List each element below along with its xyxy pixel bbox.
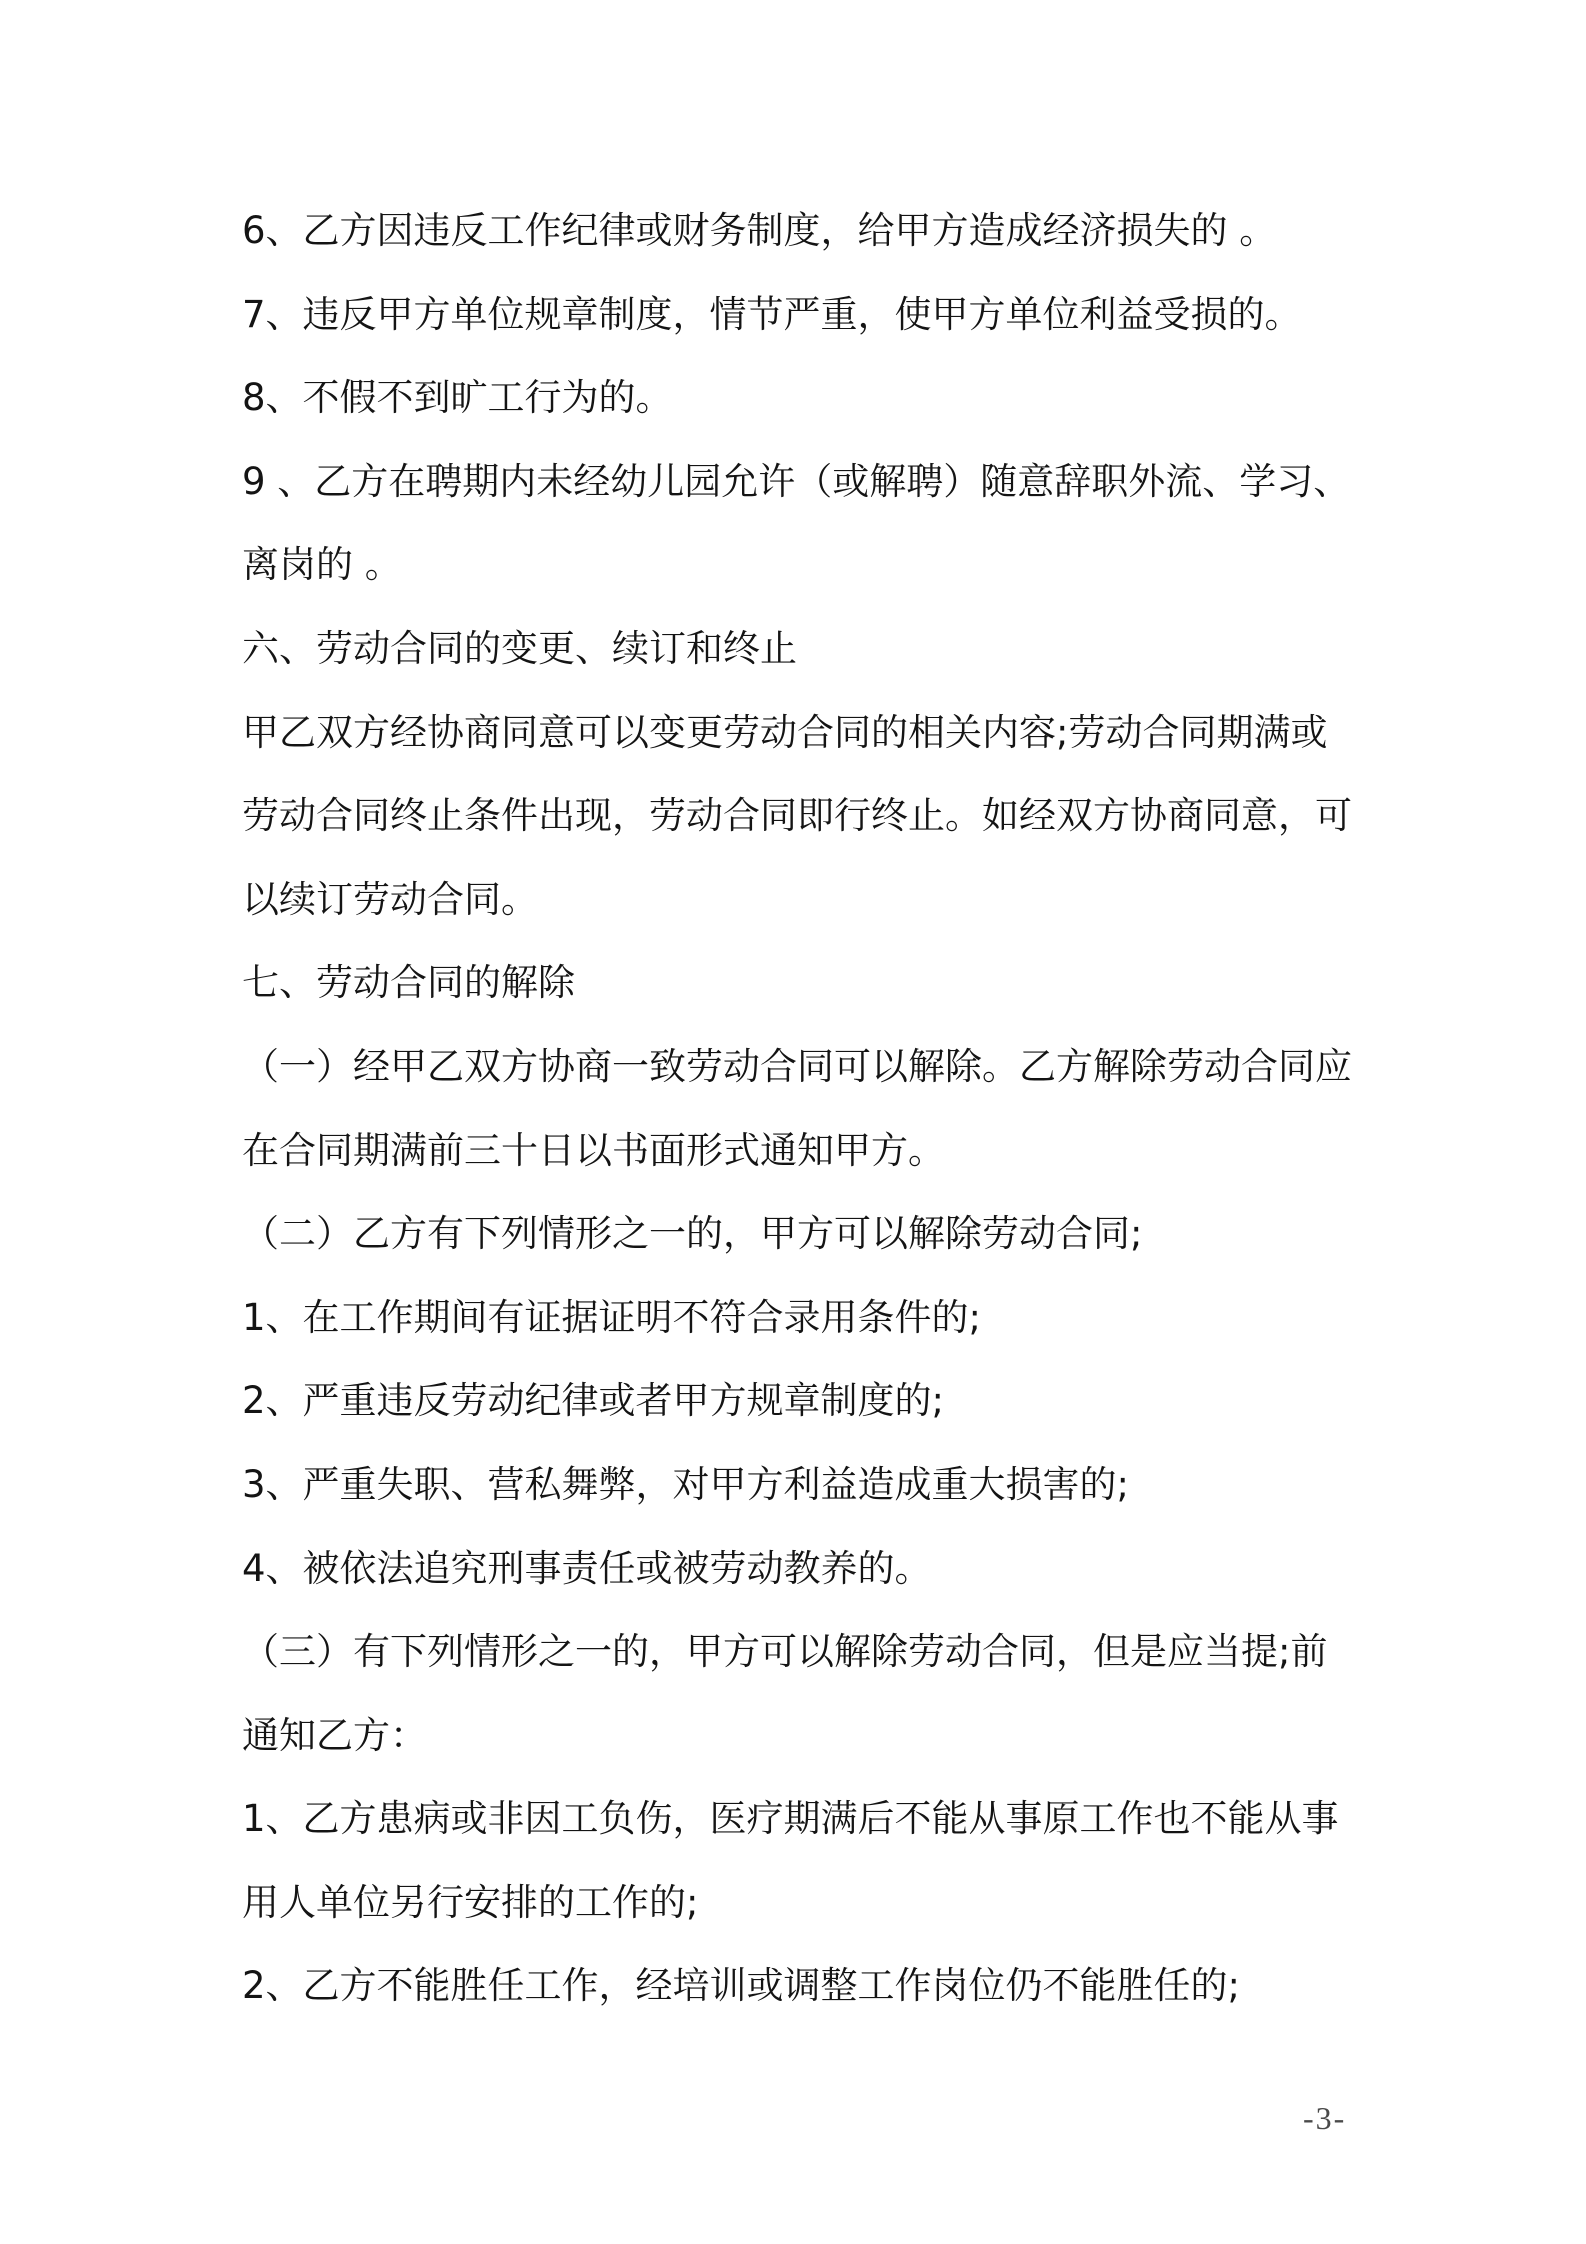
text-line: 甲乙双方经协商同意可以变更劳动合同的相关内容;劳动合同期满或	[242, 710, 1328, 754]
text-line: 用人单位另行安排的工作的;	[242, 1880, 699, 1924]
text-line: 2、严重违反劳动纪律或者甲方规章制度的;	[242, 1379, 945, 1423]
text-line: 离岗的 。	[242, 543, 402, 587]
text-line: （二）乙方有下列情形之一的，甲方可以解除劳动合同;	[242, 1212, 1143, 1256]
text-line: 在合同期满前三十日以书面形式通知甲方。	[242, 1128, 945, 1172]
section-heading-6	[242, 607, 1392, 691]
subsection-1	[242, 1025, 1392, 1192]
clause-item-7	[242, 273, 1392, 357]
text-line: 3、严重失职、营私舞弊，对甲方利益造成重大损害的;	[242, 1462, 1130, 1506]
heading-line: 六、劳动合同的变更、续订和终止	[242, 626, 797, 670]
page-number: -3-	[1303, 2100, 1347, 2136]
text-line: 8、不假不到旷工行为的。	[242, 376, 673, 420]
document-body	[242, 189, 1392, 2028]
clause-item-6	[242, 189, 1392, 273]
text-line: 7、违反甲方单位规章制度，情节严重，使甲方单位利益受损的。	[242, 292, 1302, 336]
subsection-2-item-4	[242, 1527, 1392, 1611]
text-line: 6、乙方因违反工作纪律或财务制度，给甲方造成经济损失的 。	[242, 209, 1277, 252]
text-line: 以续订劳动合同。	[242, 877, 538, 921]
subsection-3-item-2	[242, 1944, 1392, 2028]
text-line: 9 、乙方在聘期内未经幼儿园允许（或解聘）随意辞职外流、学习、	[242, 459, 1351, 503]
section-heading-7	[242, 941, 1392, 1025]
clause-item-9	[242, 440, 1392, 607]
clause-item-8	[242, 356, 1392, 440]
text-line: （三）有下列情形之一的，甲方可以解除劳动合同，但是应当提;前	[242, 1630, 1328, 1674]
subsection-2-item-2	[242, 1359, 1392, 1443]
subsection-2-item-3	[242, 1443, 1392, 1527]
subsection-2	[242, 1192, 1392, 1276]
subsection-3	[242, 1610, 1392, 1777]
text-line: 4、被依法追究刑事责任或被劳动教养的。	[242, 1546, 932, 1590]
text-line: 1、乙方患病或非因工负伤，医疗期满后不能从事原工作也不能从事	[242, 1797, 1339, 1841]
text-line: 1、在工作期间有证据证明不符合录用条件的;	[242, 1295, 982, 1339]
subsection-2-item-1	[242, 1276, 1392, 1360]
text-line: 2、乙方不能胜任工作，经培训或调整工作岗位仍不能胜任的;	[242, 1964, 1241, 2008]
subsection-3-item-1	[242, 1777, 1392, 1944]
text-line: 劳动合同终止条件出现，劳动合同即行终止。如经双方协商同意，可	[242, 794, 1352, 838]
heading-line: 七、劳动合同的解除	[242, 961, 575, 1005]
section-6-paragraph	[242, 691, 1392, 942]
text-line: 通知乙方：	[242, 1713, 427, 1757]
text-line: （一）经甲乙双方协商一致劳动合同可以解除。乙方解除劳动合同应	[242, 1044, 1352, 1088]
